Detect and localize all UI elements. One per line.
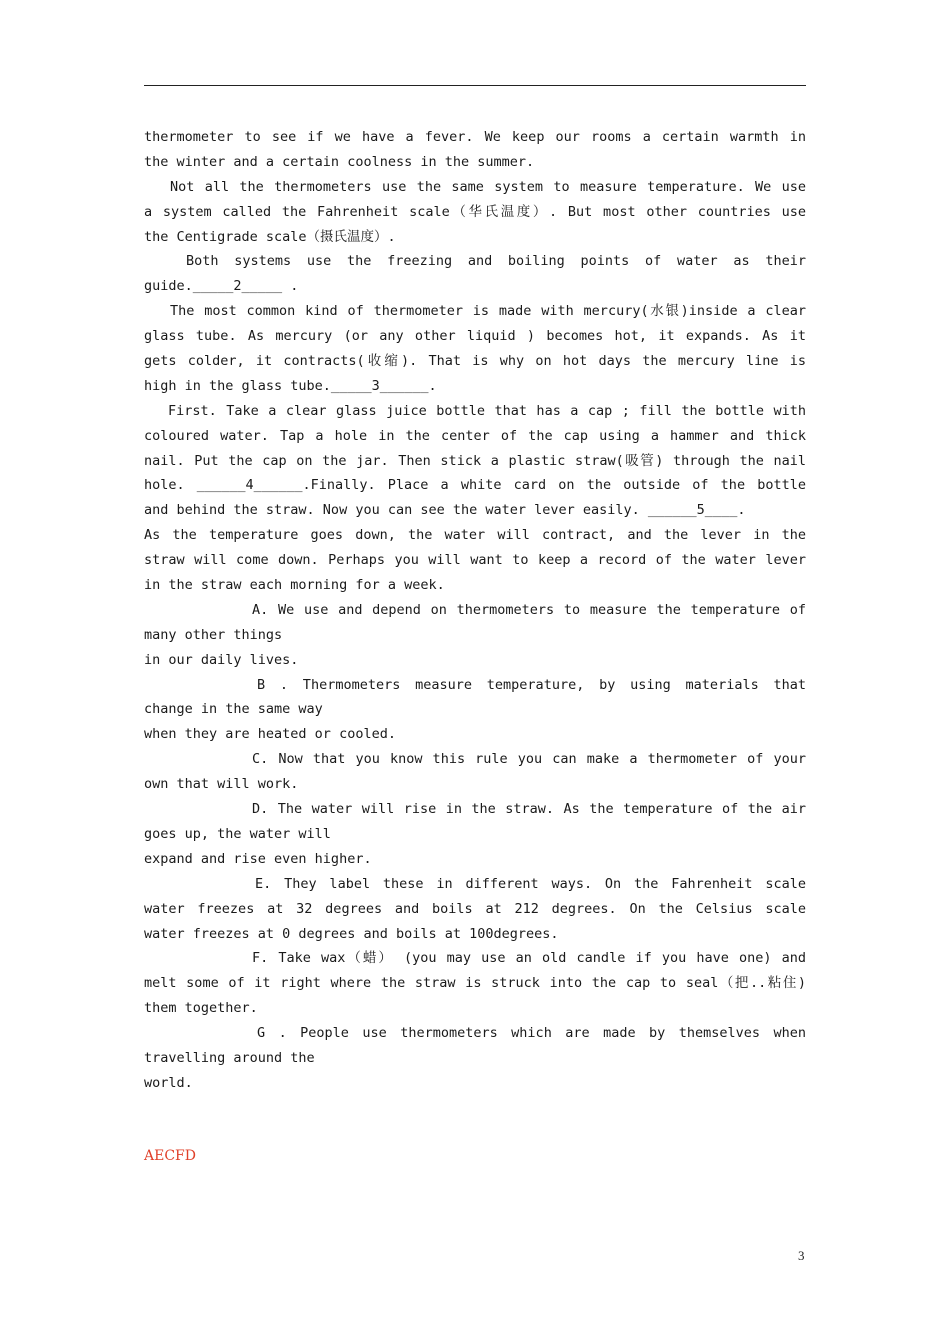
text-line: thermometer to see if we have a fever. We keep our rooms a certain warmth in bbox=[144, 129, 806, 145]
text-line: A. We use and depend on thermometers to measure the temperature of bbox=[252, 601, 806, 618]
text-line: C. Now that you know this rule you can make a thermometer of your bbox=[252, 751, 806, 768]
text-line: Not all the thermometers use the same system to measure temperature. We use bbox=[170, 178, 806, 195]
text-line: high in the glass tube._____3______. bbox=[144, 377, 437, 394]
text-line: straw will come down. Perhaps you will want to keep a record of the water lever bbox=[144, 552, 806, 569]
text-line: expand and rise even higher. bbox=[144, 850, 372, 867]
text-line: change in the same way bbox=[144, 701, 323, 718]
text-line: coloured water. Tap a hole in the center of the cap using a hammer and thick bbox=[144, 427, 806, 444]
page-number: 3 bbox=[798, 1248, 805, 1263]
passage-text bbox=[144, 125, 806, 1096]
text-line: As the temperature goes down, the water will contract, and the lever in the bbox=[144, 527, 806, 544]
text-line: The most common kind of thermometer is made with mercury(水银)inside a clear bbox=[170, 303, 806, 320]
text-line: them together. bbox=[144, 1000, 258, 1017]
text-line: First. Take a clear glass juice bottle that has a cap ; fill the bottle with bbox=[168, 402, 806, 419]
header-rule bbox=[144, 85, 806, 86]
text-line: world. bbox=[144, 1074, 193, 1091]
text-line: a system called the Fahrenheit scale（华氏温度）. But most other countries use bbox=[144, 203, 806, 220]
text-line: in the straw each morning for a week. bbox=[144, 577, 445, 594]
text-line: nail. Put the cap on the jar. Then stick a plastic straw(吸管) through the nail bbox=[144, 452, 806, 469]
text-line: melt some of it right where the straw is struck into the cap to seal（把..粘住) bbox=[144, 975, 806, 992]
text-line: own that will work. bbox=[144, 776, 299, 793]
text-line: E. They label these in different ways. On the Fahrenheit scale bbox=[255, 875, 806, 892]
text-line: gets colder, it contracts(收缩). That is why on hot days the mercury line is bbox=[144, 353, 806, 370]
answer-key: AECFD bbox=[144, 1148, 196, 1164]
text-line: B . Thermometers measure temperature, by using materials that bbox=[257, 676, 806, 693]
text-line: the winter and a certain coolness in the summer. bbox=[144, 153, 535, 170]
text-line: F. Take wax（蜡） (you may use an old candle if you have one) and bbox=[252, 950, 806, 967]
text-line: travelling around the bbox=[144, 1049, 315, 1066]
text-line: hole. ______4______.Finally. Place a white card on the outside of the bottle bbox=[144, 477, 806, 494]
text-line: and behind the straw. Now you can see the water lever easily. ______5____. bbox=[144, 502, 746, 519]
text-line: water freezes at 32 degrees and boils at 212 degrees. On the Celsius scale bbox=[144, 900, 806, 917]
text-line: water freezes at 0 degrees and boils at 100degrees. bbox=[144, 925, 559, 942]
text-line: when they are heated or cooled. bbox=[144, 726, 396, 743]
text-line: the Centigrade scale（摄氏温度）. bbox=[144, 228, 396, 245]
text-line: many other things bbox=[144, 626, 283, 643]
text-line: G . People use thermometers which are made by themselves when bbox=[257, 1025, 806, 1042]
text-line: in our daily lives. bbox=[144, 651, 299, 668]
text-line: Both systems use the freezing and boiling points of water as their bbox=[186, 253, 806, 270]
text-line: goes up, the water will bbox=[144, 825, 331, 842]
text-line: guide._____2_____ . bbox=[144, 278, 299, 295]
text-line: glass tube. As mercury (or any other liquid ) becomes hot, it expands. As it bbox=[144, 328, 806, 345]
text-line: D. The water will rise in the straw. As the temperature of the air bbox=[252, 801, 806, 818]
